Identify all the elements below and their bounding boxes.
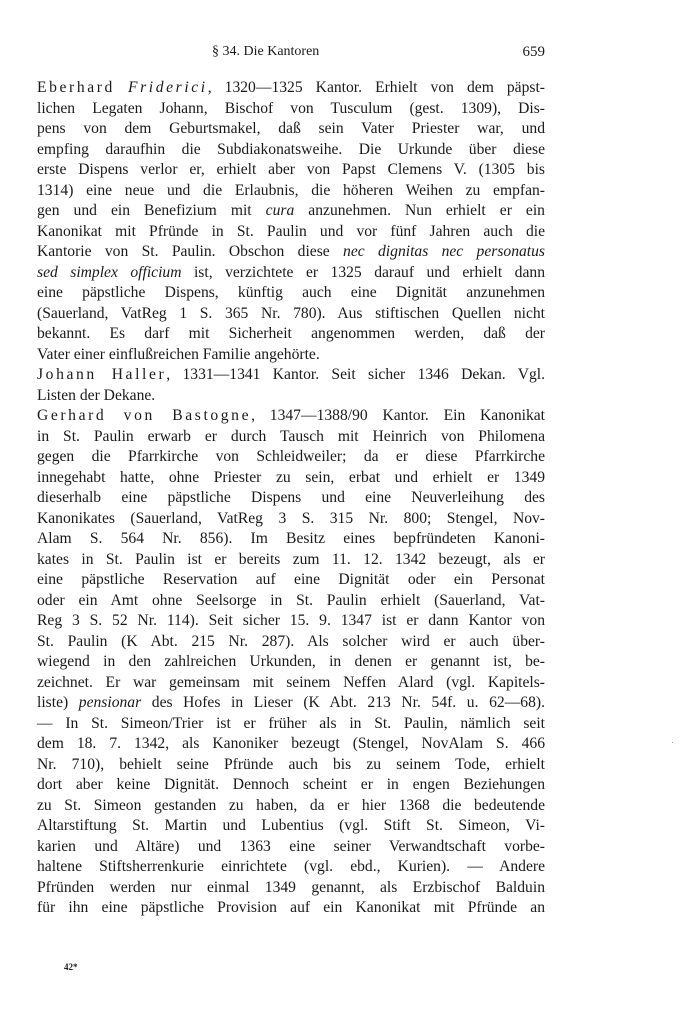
text-line: haltene Stiftsherrenkurie einrichtete (vgl. ebd., Kurien). — Andere xyxy=(37,858,545,875)
text-span: , 1331—1341 Kantor. Seit sicher 1346 Dekan. Vgl. xyxy=(166,366,545,383)
text-line: zu St. Simeon gestanden zu haben, da er hier 1368 die bedeutende xyxy=(37,796,545,814)
scan-speck xyxy=(672,742,673,743)
text-line xyxy=(37,78,545,99)
text-line xyxy=(37,406,545,427)
text-line: Kanonikat mit Pfründe in St. Paulin und vor fünf Jahren auch die xyxy=(37,222,545,240)
text-line: St. Paulin (K Abt. 215 Nr. 287). Als solcher wird er auch über- xyxy=(37,632,545,650)
entry-gerhard-von-bastogne xyxy=(37,406,545,919)
body-text xyxy=(37,78,545,919)
entry-name-italic: Friderici xyxy=(128,79,208,96)
text-span: , 1347—1388/90 Kantor. Ein Kanonikat xyxy=(251,407,545,424)
text-line: Kanonikates (Sauerland, VatReg 3 S. 315 Nr. 800; Stengel, Nov- xyxy=(37,509,545,527)
text-line: Vater einer einflußreichen Familie angehörte. xyxy=(37,345,320,363)
latin-phrase: sed simplex officium xyxy=(37,263,182,281)
text-line xyxy=(37,263,545,284)
entry-name: Gerhard von Bastogne xyxy=(37,407,252,424)
entry-name: Johann Haller xyxy=(37,366,167,383)
text-line: Reg 3 S. 52 Nr. 114). Seit sicher 15. 9. 1347 ist er dann Kantor von xyxy=(37,612,545,629)
entry-name: Eberhard xyxy=(37,79,115,96)
text-line: Alam S. 564 Nr. 856). Im Besitz eines bepfründeten Kanoni- xyxy=(37,530,545,547)
text-span: anzunehmen. Nun erhielt er ein xyxy=(294,202,545,219)
text-line: erste Dispens verlor er, erhielt aber von Papst Clemens V. (1305 bis xyxy=(37,161,545,178)
running-head xyxy=(37,44,545,64)
text-line: empfing daraufhin die Subdiakonatsweihe. Die Urkunde über diese xyxy=(37,140,545,158)
text-line: Nr. 710), behielt seine Pfründe auch bis zu seinem Tode, erhielt xyxy=(37,755,545,773)
text-line: eine päpstliche Reservation auf eine Dignität oder ein Personat xyxy=(37,571,545,588)
latin-term: cura xyxy=(265,202,295,219)
text-line xyxy=(37,201,545,222)
text-line: dem 18. 7. 1342, als Kanoniker bezeugt (Stengel, NovAlam S. 466 xyxy=(37,735,545,752)
text-line: Listen der Dekane. xyxy=(37,386,156,404)
section-title: § 34. Die Kantoren xyxy=(212,44,320,59)
text-line: pens von dem Geburtsmakel, daß sein Vater Priester war, und xyxy=(37,120,545,137)
text-line: (Sauerland, VatReg 1 S. 365 Nr. 780). Aus stiftischen Quellen nicht xyxy=(37,304,545,322)
text-line: karien und Altäre) und 1363 eine seiner Verwandtschaft vorbe- xyxy=(37,837,545,855)
text-line: — In St. Simeon/Trier ist er früher als in St. Paulin, nämlich seit xyxy=(37,714,545,732)
text-line: zeichnet. Er war gemeinsam mit seinem Neffen Alard (vgl. Kapitels- xyxy=(37,673,545,691)
entry-eberhard-friderici xyxy=(37,78,545,365)
page-number: 659 xyxy=(522,44,545,60)
text-span: des Hofes in Lieser (K Abt. 213 Nr. 54f. u. 62—68). xyxy=(141,694,545,711)
text-span: , 1320—1325 Kantor. Erhielt von dem päpst- xyxy=(207,79,545,96)
text-line: 1314) eine neue und die Erlaubnis, die höheren Weihen zu empfan- xyxy=(37,181,545,199)
signature-mark: 42* xyxy=(64,962,78,972)
text-span: liste) xyxy=(37,694,79,711)
text-line: bekannt. Es darf mit Sicherheit angenommen werden, daß der xyxy=(37,325,545,342)
text-line: in St. Paulin erwarb er durch Tausch mit Heinrich von Philomena xyxy=(37,427,545,445)
text-line: eine päpstliche Dispens, künftig auch eine Dignität anzunehmen xyxy=(37,284,545,301)
text-line: gegen die Pfarrkirche von Schleidweiler; da er diese Pfarrkirche xyxy=(37,448,545,465)
text-line: innegehabt hatte, ohne Priester zu sein, erbat und erhielt er 1349 xyxy=(37,468,545,486)
text-line: wiegend in den zahlreichen Urkunden, in denen er genannt ist, be- xyxy=(37,653,545,670)
text-line: oder ein Amt ohne Seelsorge in St. Paulin erhielt (Sauerland, Vat- xyxy=(37,591,545,609)
text-line: dieserhalb eine päpstliche Dispens und eine Neuverleihung des xyxy=(37,489,545,506)
text-line xyxy=(37,242,545,263)
text-line: Pfründen werden nur einmal 1349 genannt, als Erzbischof Balduin xyxy=(37,878,545,896)
text-line: Altarstiftung St. Martin und Lubentius (vgl. Stift St. Simeon, Vi- xyxy=(37,817,545,834)
latin-term: pensionar xyxy=(78,694,142,711)
text-line: lichen Legaten Johann, Bischof von Tusculum (gest. 1309), Dis- xyxy=(37,99,545,117)
latin-phrase: nec dignitas nec personatus xyxy=(343,243,545,260)
text-span: gen und ein Benefizium mit xyxy=(37,202,266,219)
text-line xyxy=(37,693,545,714)
text-line xyxy=(37,365,545,386)
entry-johann-haller xyxy=(37,365,545,406)
text-span: ist, verzichtete er 1325 darauf und erhielt dann xyxy=(181,263,545,281)
text-span: Kantorie von St. Paulin. Obschon diese xyxy=(37,243,344,260)
text-line: dort aber keine Dignität. Dennoch scheint er in engen Beziehungen xyxy=(37,776,545,793)
text-line: für ihn eine päpstliche Provision auf ein Kanonikat mit Pfründe an xyxy=(37,899,545,916)
text-line: kates in St. Paulin ist er bereits zum 11. 12. 1342 bezeugt, als er xyxy=(37,550,545,568)
